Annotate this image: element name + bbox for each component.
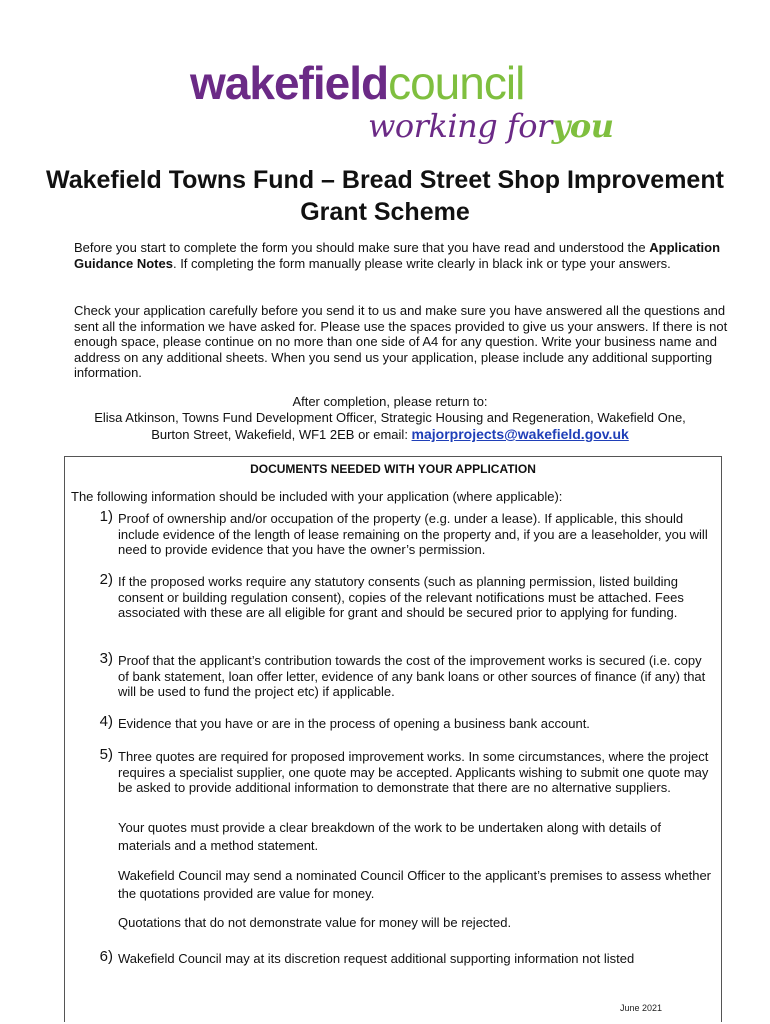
- item-text: Proof that the applicant’s contribution towards the cost of the improvement works is secured (i.e. copy of bank statement, loan offer letter, evidence of any bank loans or other sources of finance (if any) that will be used to fund the project etc) if applicable.: [118, 653, 706, 699]
- logo-tagline-working-for: working for: [368, 107, 552, 145]
- item-number: 6): [99, 948, 113, 965]
- logo-tagline-you: you: [551, 107, 614, 145]
- logo-w: w: [190, 57, 225, 109]
- item-text: Wakefield Council may at its discretion request additional supporting information not listed: [118, 951, 635, 966]
- quotes-breakdown-note: Your quotes must provide a clear breakdown of the work to be undertaken along with details of materials and a method statement.: [118, 820, 661, 853]
- council-officer-note: Wakefield Council may send a nominated Council Officer to the applicant’s premises to assess whether the quotations provided are value for money.: [118, 868, 711, 901]
- page-title: Wakefield Towns Fund – Bread Street Shop Improvement Grant Scheme: [46, 166, 724, 226]
- logo-council: council: [388, 57, 525, 109]
- item-number: 2): [99, 571, 113, 588]
- item-text: If the proposed works require any statutory consents (such as planning permission, listed building consent or building regulation consent), copies of the relevant notifications must be attached. Fees associated with these are all eligible for grant and should be secured prior to applying for funding.: [118, 574, 684, 620]
- return-address-line-2: Burton Street, Wakefield, WF1 2EB or email: majorprojects@wakefield.gov.uk: [151, 426, 629, 442]
- documents-heading: DOCUMENTS NEEDED WITH YOUR APPLICATION: [250, 462, 536, 476]
- item-text: Proof of ownership and/or occupation of the property (e.g. under a lease). If applicable, this should include evidence of the length of lease remaining on the property and, if you are a leaseholder, you will need to provide evidence that you have the owner’s permission.: [118, 511, 708, 557]
- intro-paragraph-2: Check your application carefully before you send it to us and make sure you have answered all the questions and sent all the information we have asked for. Please use the spaces provided to give us your answers. If there is not enough space, please continue on no more than one side of A4 for any question. Write your business name and address on any additional sheets. When you send us your application, please include any additional supporting information.: [74, 303, 728, 380]
- email-link[interactable]: majorprojects@wakefield.gov.uk: [411, 426, 629, 442]
- logo-wakefield: akefield: [224, 57, 389, 109]
- wakefield-council-logo: [190, 57, 614, 166]
- documents-intro: The following information should be included with your application (where applicable):: [71, 489, 563, 504]
- guidance-notes-emphasis: Application Guidance Notes: [74, 240, 721, 271]
- return-address-line-1: Elisa Atkinson, Towns Fund Development Officer, Strategic Housing and Regeneration, Wakefield One,: [94, 410, 686, 425]
- item-number: 3): [99, 650, 113, 667]
- value-for-money-note: Quotations that do not demonstrate value for money will be rejected.: [118, 915, 512, 930]
- return-heading: After completion, please return to:: [292, 394, 488, 409]
- item-text: Evidence that you have or are in the process of opening a business bank account.: [118, 716, 590, 731]
- item-number: 1): [99, 508, 113, 525]
- return-address: [40, 394, 740, 443]
- item-text: Three quotes are required for proposed improvement works. In some circumstances, where the project requires a specialist supplier, one quote may be accepted. Applicants wishing to submit one quote may be asked to provide additional information to demonstrate that there are no alternative suppliers.: [118, 749, 709, 795]
- footer-date: June 2021: [620, 1003, 663, 1013]
- item-number: 4): [99, 713, 113, 730]
- intro-paragraph-1: Before you start to complete the form you should make sure that you have read and understood the Application Guidance Notes. If completing the form manually please write clearly in black ink or type your answers.: [74, 240, 721, 271]
- item-number: 5): [99, 746, 113, 763]
- documents-box: [64, 456, 722, 1022]
